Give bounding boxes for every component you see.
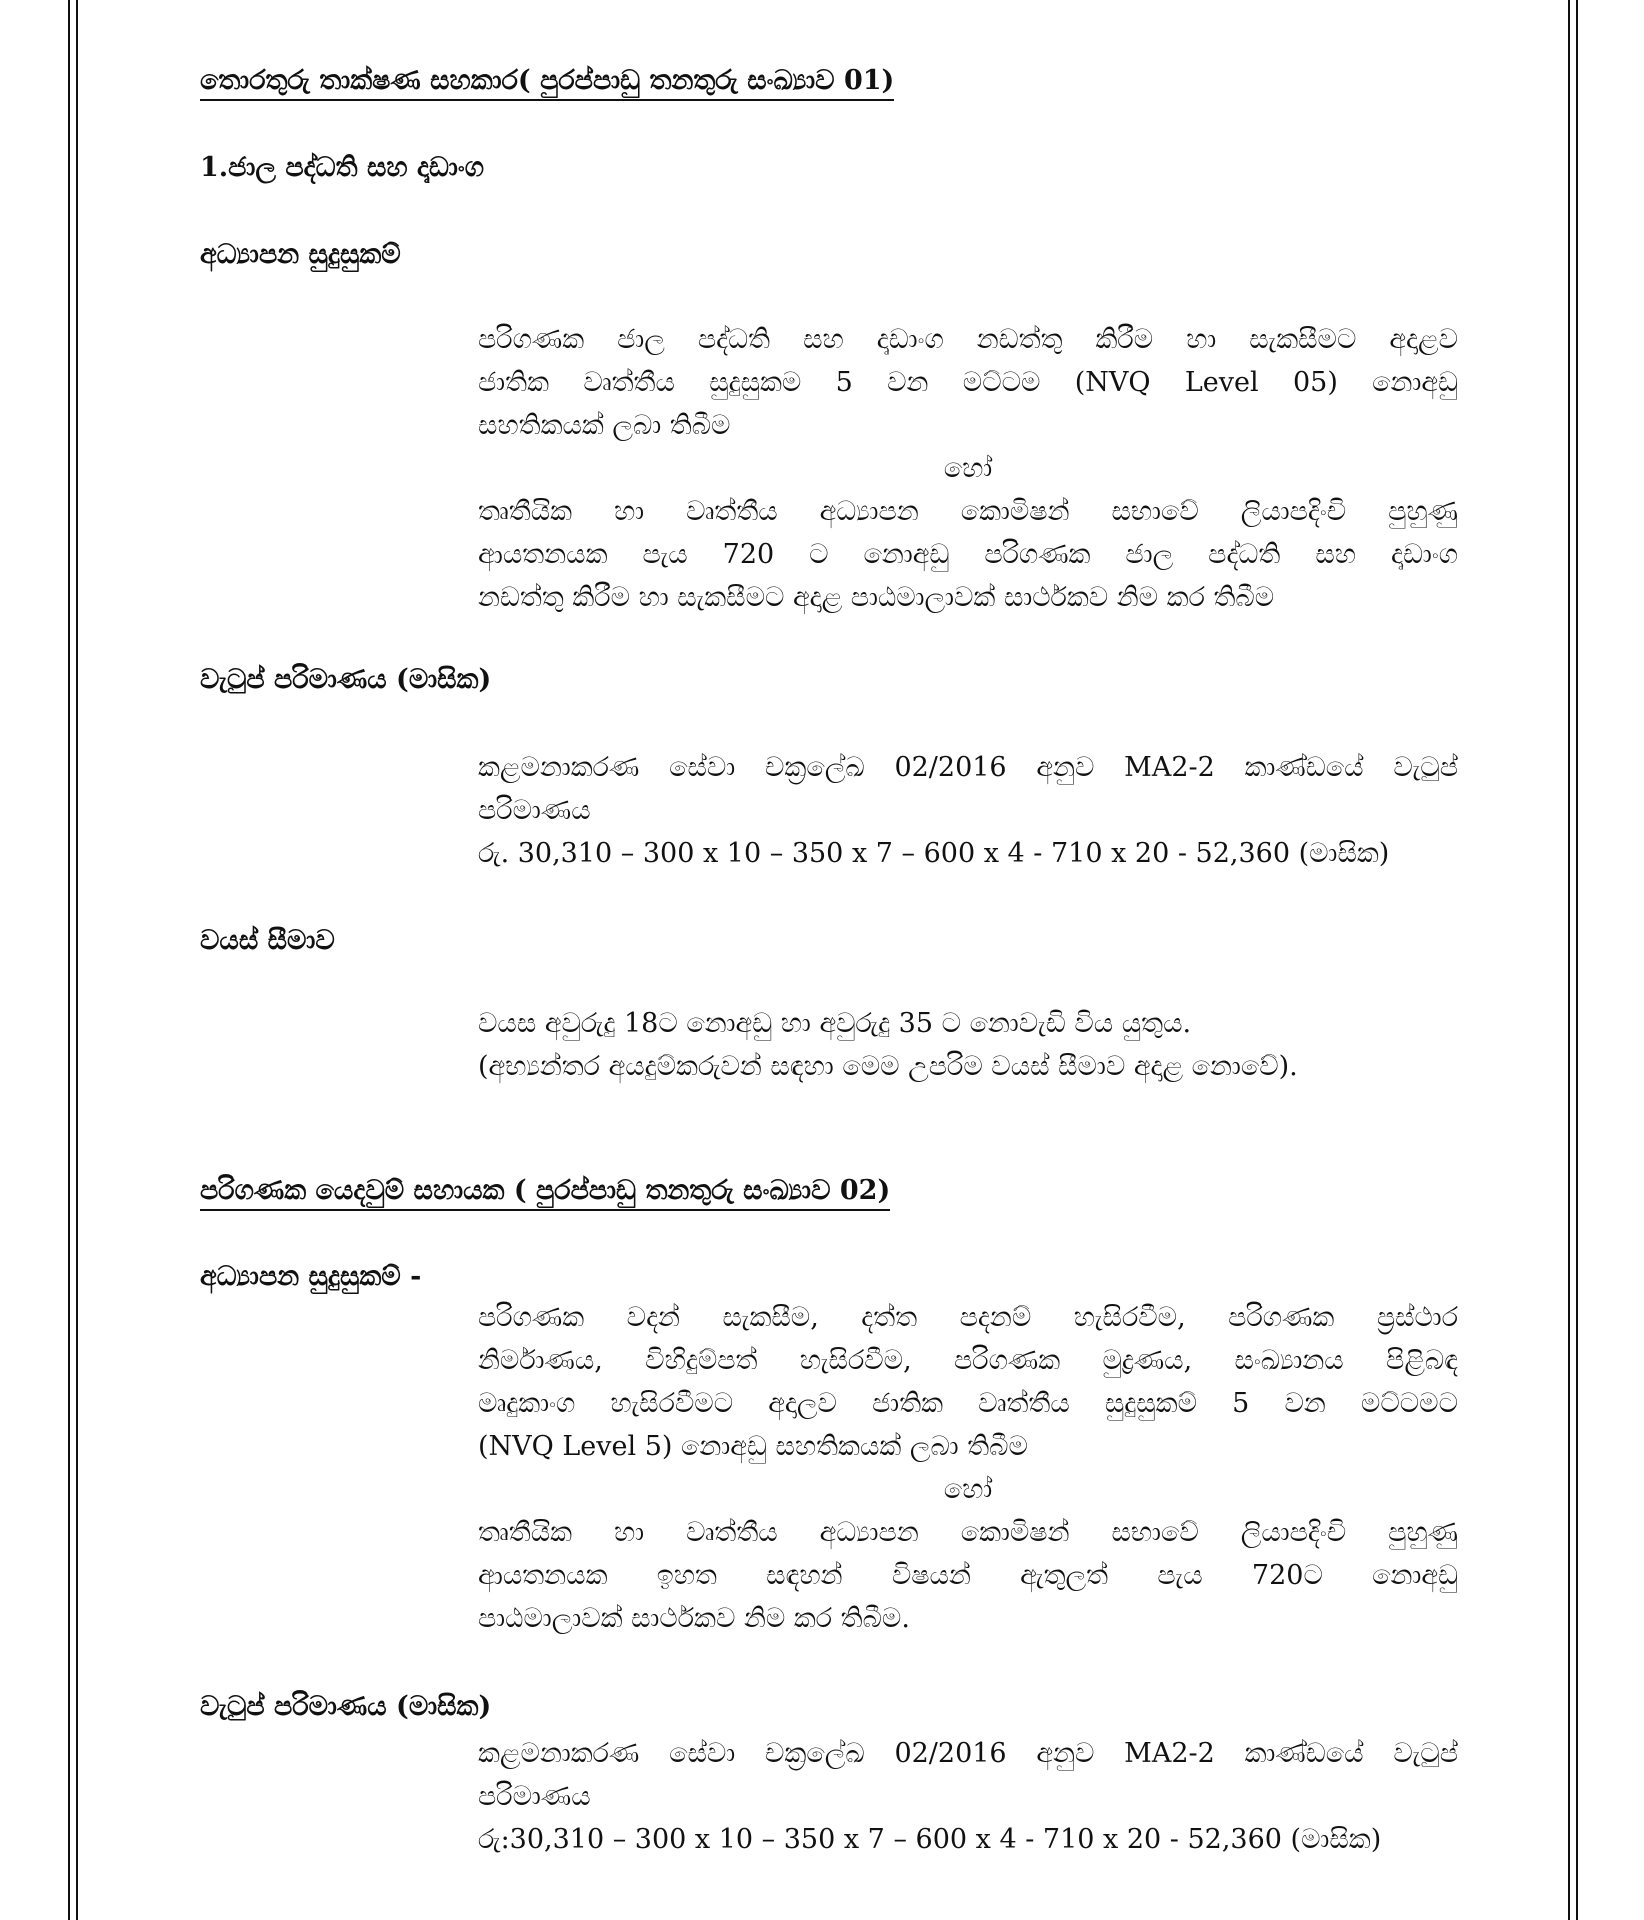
section2-education-line: ආයතනයක ඉහත සඳහන් විෂයන් ඇතුලත් පැය 720ට නොඅඩු (478, 1560, 1458, 1591)
section1-salary-scale: රු. 30,310 – 300 x 10 – 350 x 7 – 600 x 4 - 710 x 20 - 52,360 (මාසික) (478, 838, 1390, 869)
section1-education-heading: අධ්‍යාපන සුදුසුකම් (200, 239, 401, 270)
section2-salary-line: කළමනාකරණ සේවා චක්‍රලේඛ 02/2016 අනුව MA2-2 කාණ්ඩයේ වැටුප් (478, 1738, 1458, 1769)
section2-education-line: තෘතීයික හා වෘත්තීය අධ්‍යාපන කොමිෂන් සභාවේ ලියාපදිංචි පුහුණු (478, 1517, 1458, 1548)
section1-title: තොරතුරු තාක්ෂණ සහකාර( පුරප්පාඩු තනතුරු සංඛ්‍යාව 01) (200, 64, 894, 101)
section1-education-block (478, 318, 1458, 619)
section1-or: හෝ (943, 453, 993, 484)
section1-age-block (478, 1002, 1458, 1088)
section2-salary-line: පරිමාණය (478, 1781, 591, 1812)
section1-salary-line: කළමනාකරණ සේවා චක්‍රලේඛ 02/2016 අනුව MA2-2 කාණ්ඩයේ වැටුප් (478, 752, 1458, 783)
section2-education-heading: අධ්‍යාපන සුදුසුකම් - (200, 1261, 422, 1292)
section1-salary-block (478, 746, 1458, 875)
section1-education-line: ජාතික වෘත්තීය සුදුසුකම 5 වන මට්ටම (NVQ Level 05) නොඅඩු (478, 367, 1458, 398)
section1-age-line: (අභ්‍යන්තර අයදුම්කරුවන් සඳහා මෙම උපරිම වයස් සීමාව අදාළ නොවේ). (478, 1051, 1298, 1082)
section1-salary-heading: වැටුප් පරිමාණය (මාසික) (200, 664, 492, 695)
section1-education-line: ආයතනයක පැය 720 ට නොඅඩු පරිගණක ජාල පද්ධති සහ දෘඩාංග (478, 539, 1458, 570)
section1-education-line: නඩත්තු කිරීම හා සැකසීමට අදාළ පාඨමාලාවක් සාර්ථකව නිම කර තිබීම (478, 582, 1275, 613)
section1-salary-line: පරිමාණය (478, 795, 591, 826)
section2-or: හෝ (943, 1474, 993, 1505)
section1-education-line: සහතිකයක් ලබා තිබීම (478, 410, 731, 441)
section2-salary-heading: වැටුප් පරිමාණය (මාසික) (200, 1691, 492, 1722)
section2-education-block (478, 1296, 1458, 1640)
section1-age-heading: වයස් සීමාව (200, 925, 335, 956)
section2-title: පරිගණක යෙදවුම් සහායක ( පුරප්පාඩු තනතුරු සංඛ්‍යාව 02) (200, 1174, 890, 1211)
section2-education-line: නිර්මාණය, විහිදුම්පත් හැසිරවීම, පරිගණක මුද්‍රණය, සංඛ්‍යානය පිළිබඳ (478, 1345, 1458, 1376)
section2-salary-scale: රු:30,310 – 300 x 10 – 350 x 7 – 600 x 4 - 710 x 20 - 52,360 (මාසික) (478, 1824, 1382, 1855)
page-border-left (68, 0, 78, 1920)
page-border-right (1568, 0, 1578, 1920)
section2-education-line: (NVQ Level 5) නොඅඩු සහතිකයක් ලබා තිබීම (478, 1431, 1028, 1462)
section2-education-line: පාඨමාලාවක් සාර්ථකව නිම කර තිබීම. (478, 1603, 910, 1634)
section1-education-line: තෘතීයික හා වෘත්තීය අධ්‍යාපන කොමිෂන් සභාවේ ලියාපදිංචි පුහුණු (478, 496, 1458, 527)
section1-education-line: පරිගණක ජාල පද්ධති සහ දෘඩාංග නඩත්තු කිරීම හා සැකසීමට අදාළව (478, 324, 1458, 355)
section1-subtitle: 1.ජාල පද්ධති සහ දෘඩාංග (200, 152, 485, 183)
section2-salary-block (478, 1732, 1458, 1861)
section2-education-line: මෘදුකාංග හැසිරවීමට අදාලව ජාතික වෘත්තීය සුදුසුකම් 5 වන මට්ටමට (478, 1388, 1458, 1419)
section2-education-line: පරිගණක වදන් සැකසීම, දත්ත පදනම් හැසිරවීම, පරිගණක ප්‍රස්ථාර (478, 1302, 1458, 1333)
section1-age-line: වයස අවුරුදු 18ට නොඅඩු හා අවුරුදු 35 ට නොවැඩි විය යුතුය. (478, 1008, 1192, 1039)
